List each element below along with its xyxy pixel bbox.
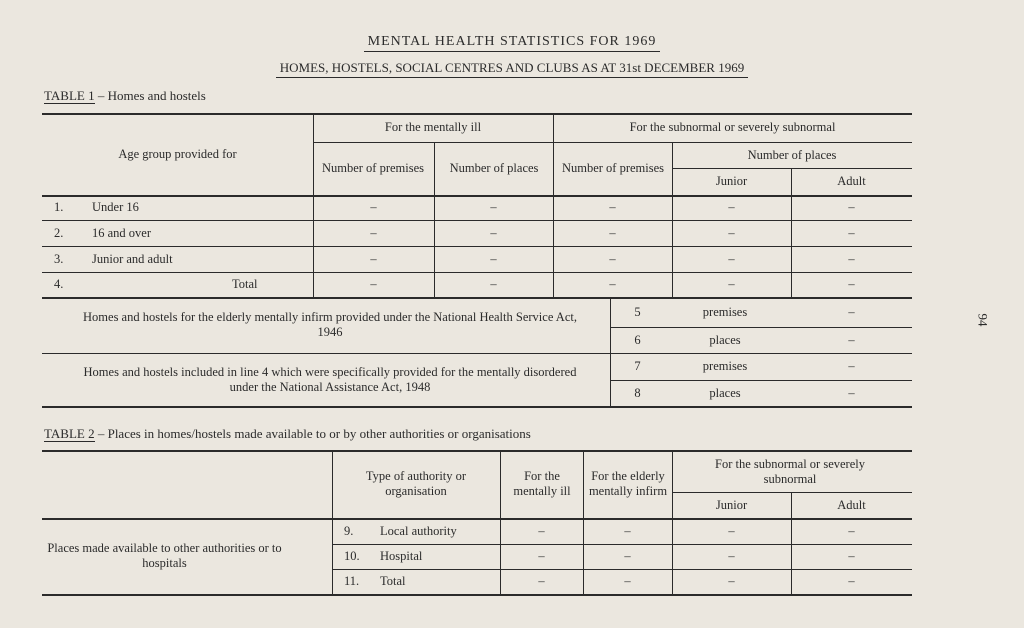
- table-cell: –: [370, 251, 377, 266]
- row-label: places: [709, 385, 741, 400]
- table-cell: –: [848, 200, 855, 214]
- header-mentally-ill: For the mentally ill: [384, 120, 482, 134]
- page-number: 94: [975, 313, 991, 327]
- table-cell: –: [848, 277, 855, 291]
- table-cell: –: [490, 277, 497, 291]
- table-cell: –: [848, 251, 855, 266]
- table-cell: –: [848, 385, 855, 400]
- row-number: 1.: [54, 200, 64, 214]
- row-number: 9.: [344, 523, 354, 538]
- header-subnormal: For the subnormal or severely subnormal: [715, 457, 865, 486]
- table-cell: –: [848, 304, 855, 319]
- row-label: Local authority: [380, 523, 457, 538]
- table-cell: –: [370, 225, 377, 240]
- table-cell: –: [490, 225, 497, 240]
- header-elderly: For the elderly mentally infirm: [588, 469, 668, 498]
- row-label: Total: [380, 574, 406, 588]
- table-cell: –: [609, 251, 616, 266]
- page-subtitle: HOMES, HOSTELS, SOCIAL CENTRES AND CLUBS AS AT 31st DECEMBER 1969: [0, 60, 1024, 76]
- row-number: 3.: [54, 251, 64, 266]
- row-number: 10.: [344, 549, 360, 563]
- table-cell: –: [728, 574, 735, 588]
- row-label: places: [709, 332, 741, 347]
- table-cell: –: [370, 277, 377, 291]
- row-label: Under 16: [92, 200, 139, 214]
- row-number: 11.: [344, 574, 360, 588]
- table-cell: –: [848, 332, 855, 347]
- table-cell: –: [848, 549, 855, 563]
- table-cell: –: [624, 574, 631, 588]
- row-group-label: Places made available to other authorities or to hospitals: [47, 541, 282, 570]
- row-number: 7: [634, 359, 641, 373]
- row-label: 16 and over: [92, 225, 152, 240]
- table-cell: –: [728, 523, 735, 538]
- row-label: Hospital: [380, 549, 423, 563]
- disordered-description: Homes and hostels included in line 4 which were specifically provided for the mentally disordered under the National Assistance Act, 1948: [83, 365, 577, 394]
- table-cell: –: [538, 574, 545, 588]
- row-label: Total: [232, 277, 258, 291]
- header-mentally-ill: For the mentally ill: [513, 469, 571, 498]
- row-number: 5: [634, 304, 641, 319]
- elderly-description: Homes and hostels for the elderly mentally infirm provided under the National Health Service Act, 1946: [83, 310, 577, 339]
- header-junior: Junior: [715, 497, 748, 512]
- row-label: premises: [702, 359, 748, 373]
- table-cell: –: [609, 277, 616, 291]
- row-number: 4.: [54, 277, 64, 291]
- header-subnormal: For the subnormal or severely subnormal: [629, 120, 836, 134]
- table-cell: –: [370, 200, 377, 214]
- header-type-of-authority: Type of authority or organisation: [365, 469, 467, 498]
- row-number: 2.: [54, 225, 64, 240]
- table-cell: –: [538, 523, 545, 538]
- table-cell: –: [848, 359, 855, 373]
- header-junior: Junior: [715, 174, 748, 188]
- table-cell: –: [538, 549, 545, 563]
- header-adult: Adult: [837, 497, 866, 512]
- table-cell: –: [490, 251, 497, 266]
- page-title: MENTAL HEALTH STATISTICS FOR 1969: [0, 34, 1024, 50]
- row-number: 6: [634, 332, 641, 347]
- table-cell: –: [848, 225, 855, 240]
- table-cell: –: [490, 200, 497, 214]
- header-num-places-1: Number of places: [449, 161, 539, 175]
- table-cell: –: [609, 225, 616, 240]
- table-cell: –: [728, 277, 735, 291]
- table-cell: –: [728, 200, 735, 214]
- table-cell: –: [728, 225, 735, 240]
- row-label: premises: [702, 304, 748, 319]
- table-cell: –: [848, 574, 855, 588]
- row-label: Junior and adult: [92, 251, 173, 266]
- header-age-group: Age group provided for: [118, 146, 237, 161]
- table-cell: –: [624, 549, 631, 563]
- table-cell: –: [624, 523, 631, 538]
- table-cell: –: [609, 200, 616, 214]
- header-num-places-2: Number of places: [747, 147, 837, 162]
- table-cell: –: [728, 549, 735, 563]
- table-cell: –: [848, 523, 855, 538]
- header-num-premises-1: Number of premises: [321, 161, 425, 175]
- header-num-premises-2: Number of premises: [561, 161, 665, 175]
- table1-label: TABLE 1 – Homes and hostels: [44, 88, 206, 103]
- row-number: 8: [634, 385, 641, 400]
- table-cell: –: [728, 251, 735, 266]
- table2-label: TABLE 2 – Places in homes/hostels made available to or by other authorities or organisations: [44, 426, 531, 441]
- header-adult: Adult: [837, 174, 866, 188]
